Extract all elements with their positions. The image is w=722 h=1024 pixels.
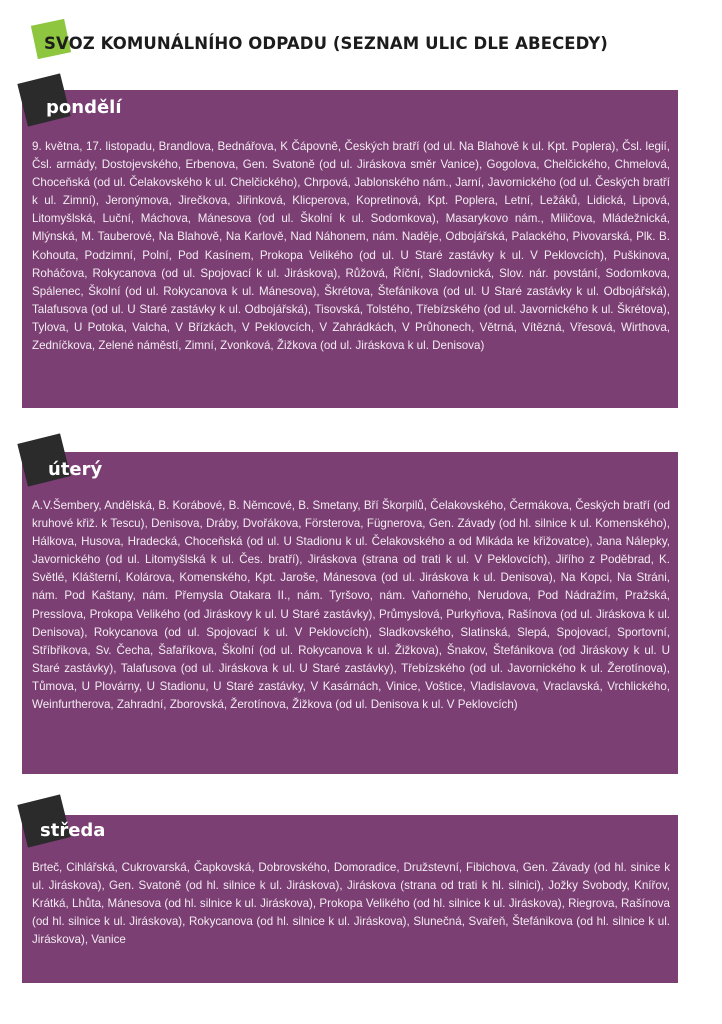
page-title: SVOZ KOMUNÁLNÍHO ODPADU (SEZNAM ULIC DLE ABECEDY) (44, 34, 608, 53)
day-heading: pondělí (46, 97, 122, 118)
section-monday (22, 90, 678, 408)
section-wednesday (22, 815, 678, 983)
street-list: 9. května, 17. listopadu, Brandlova, Bednářova, K Čápovně, Českých bratří (od ul. Na Blahově k ul. Kpt. Poplera), Čsl. legií, Čsl. armády, Dostojevského, Erbenova, Gen. Svatoně (od ul. Jiráskova směr Vanice), Gogolova, Chelčického, Chmelová, Choceňská (od ul. Čelakovského k ul. Chelčického), Chrpová, Jablonského nám., Jarní, Javornického (od ul. Českých bratří k ul. Zimní), Jeronýmova, Jirečkova, Jiřinková, Klicperova, Kopretinová, Kpt. Poplera, Letní, Ležáků, Lidická, Lipová, Litomyšlská, Luční, Máchova, Mánesova (od ul. Školní k ul. Sodomkova), Masarykovo nám., Miličova, Mládežnická, Mlýnská, M. Tauberové, Na Blahově, Na Karlově, Nad Náhonem, nám. Naděje, Odbojářská, Palackého, Pivovarská, Plk. B. Kohouta, Podzimní, Polní, Pod Kasínem, Prokopa Velikého (od ul. U Staré zastávky k ul. V Peklovcích), Puškinova, Roháčova, Rokycanova (od ul. Spojovací k ul. Jiráskova), Růžová, Říční, Sladovnická, Slov. nár. povstání, Sodomkova, Spálenec, Školní (od ul. Rokycanova k ul. Mánesova), Škrétova, Štefánikova (od ul. U Staré zastávky k ul. Odbojářská), Talafusova (od ul. U Staré zastávky k ul. Odbojářská), Tisovská, Tolstého, Třebízského (od ul. Javornického k ul. Škrétova), Tylova, U Potoka, Valcha, V Břízkách, V Peklovcích, V Zahrádkách, V Průhonech, Větrná, Vítězná, Vřesová, Wirthova, Zedníčkova, Zelené náměstí, Zimní, Zvonková, Žižkova (od ul. Jiráskova k ul. Denisova) (32, 140, 670, 353)
page-header (30, 22, 710, 62)
day-heading: úterý (48, 459, 103, 480)
day-heading: středa (40, 820, 106, 841)
section-tuesday (22, 452, 678, 774)
street-list: A.V.Šembery, Andělská, B. Korábové, B. Němcové, B. Smetany, Bří Škorpilů, Čelakovského, Čermákova, Českých bratří (od kruhové křiž. k Tescu), Denisova, Dráby, Dvořákova, Försterova, Fügnerova, Gen. Závady (od hl. silnice k ul. Komenského), Hálkova, Husova, Hradecká, Choceňská (od ul. U Stadionu k ul. Čelakovského a od Mikáda ke křižovatce), Jana Nálepky, Javornického (od ul. Litomyšlská k ul. Čes. bratří), Jiráskova (strana od trati k ul. V Peklovcích), Jiřího z Poděbrad, K. Světlé, Klášterní, Kolárova, Komenského, Kpt. Jaroše, Mánesova (od ul. Jiráskova k ul. Denisova), Na Kopci, Na Stráni, nám. Pod Kaštany, nám. Přemysla Otakara II., nám. Tyršovo, nám. Vaňorného, Nerudova, Pod Nádražím, Pražská, Presslova, Prokopa Velikého (od Jiráskovy k ul. U Staré zastávky), Průmyslová, Purkyňova, Rašínova (od ul. Jiráskova k ul. Denisova), Rokycanova (od ul. Spojovací k ul. V Peklovcích), Sladkovského, Slatinská, Slepá, Spojovací, Sportovní, Stříbřikova, Sv. Čecha, Šafaříkova, Školní (od ul. Rokycanova k ul. Žižkova), Šnakov, Štefánikova (od Jiráskovy k ul. U Staré zastávky), Talafusova (od ul. Jiráskova k ul. U Staré zastávky), Třebízského (od ul. Javornického k ul. Žerotínova), Tůmova, U Plovárny, U Stadionu, U Staré zastávky, V Kasárnách, Vinice, Voštice, Vladislavova, Vraclavská, Vrchlického, Weinfurtherova, Zahradní, Zborovská, Žerotínova, Žižkova (od ul. Denisova k ul. V Peklovcích) (32, 499, 670, 712)
street-list: Brteč, Cihlářská, Cukrovarská, Čapkovská, Dobrovského, Domoradice, Družstevní, Fibichova, Gen. Závady (od hl. sinice k ul. Jiráskova), Gen. Svatoně (od hl. silnice k ul. Jiráskova), Jiráskova (strana od trati k hl. silnici), Jožky Svobody, Knířov, Krátká, Lhůta, Mánesova (od hl. silnice k ul. Jiráskova), Prokopa Velikého (od hl. silnice k ul. Jiráskova), Riegrova, Rašínova (od hl. silnice k ul. Jiráskova), Rokycanova (od hl. silnice k ul. Jiráskova), Slunečná, Svařeň, Štefánikova (od hl. silnice k ul. Jiráskova), Vanice (32, 861, 670, 947)
